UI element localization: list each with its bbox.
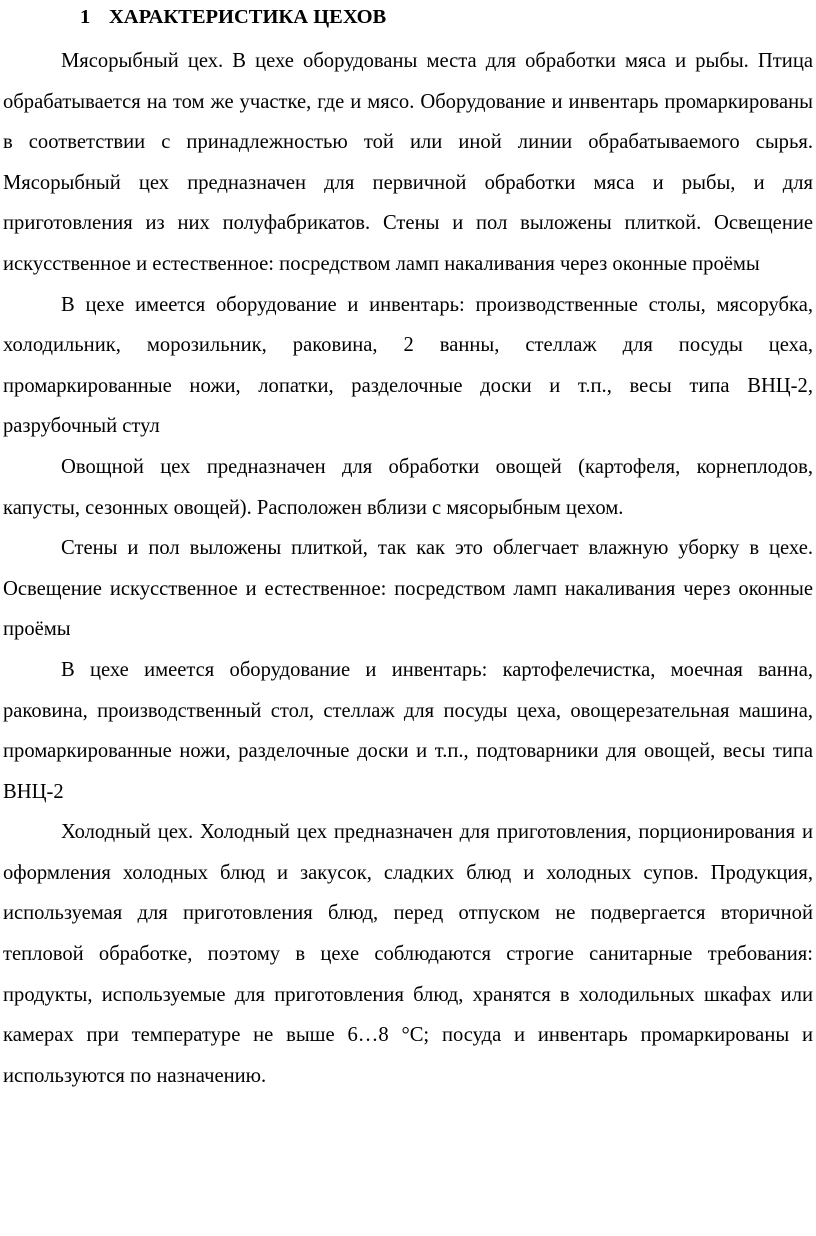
document-body <box>3 41 813 1096</box>
section-title: ХАРАКТЕРИСТИКА ЦЕХОВ <box>109 6 387 28</box>
section-number: 1 <box>80 6 91 28</box>
paragraph-vegetable-equipment: В цехе имеется оборудование и инвентарь: картофелечистка, моечная ванна, раковина, производственный стол, стеллаж для посуды цеха, овощерезательная машина, промаркированные ножи, разделочные доски и т.п., подтоварники для овощей, весы типа ВНЦ-2 <box>3 658 813 803</box>
paragraph-vegetable-walls-lighting: Стены и пол выложены плиткой, так как это облегчает влажную уборку в цехе. Освещение искусственное и естественное: посредством ламп накаливания через оконные проёмы <box>3 537 813 641</box>
section-heading <box>3 2 813 32</box>
paragraph-cold-shop: Холодный цех. Холодный цех предназначен для приготовления, порционирования и оформления холодных блюд и закусок, сладких блюд и холодных супов. Продукция, используемая для приготовления блюд, перед отпуском не подвергается вторичной тепловой обработке, поэтому в цехе соблюдаются строгие санитарные требования: продукты, используемые для приготовления блюд, хранятся в холодильных шкафах или камерах при температуре не выше 6…8 °С; посуда и инвентарь промаркированы и используются по назначению. <box>3 821 813 1087</box>
paragraph-meat-fish-equipment: В цехе имеется оборудование и инвентарь: производственные столы, мясорубка, холодильник, морозильник, раковина, 2 ванны, стеллаж для посуды цеха, промаркированные ножи, лопатки, разделочные доски и т.п., весы типа ВНЦ-2, разрубочный стул <box>3 293 813 438</box>
paragraph-vegetable-shop: Овощной цех предназначен для обработки овощей (картофеля, корнеплодов, капусты, сезонных овощей). Расположен вблизи с мясорыбным цехом. <box>3 455 813 519</box>
paragraph-meat-fish-shop: Мясорыбный цех. В цехе оборудованы места для обработки мяса и рыбы. Птица обрабатывается на том же участке, где и мясо. Оборудование и инвентарь промаркированы в соответствии с принадлежностью той или иной линии обрабатываемого сырья. Мясорыбный цех предназначен для первичной обработки мяса и рыбы, и для приготовления из них полуфабрикатов. Стены и пол выложены плиткой. Освещение искусственное и естественное: посредством ламп накаливания через оконные проёмы <box>3 50 813 275</box>
